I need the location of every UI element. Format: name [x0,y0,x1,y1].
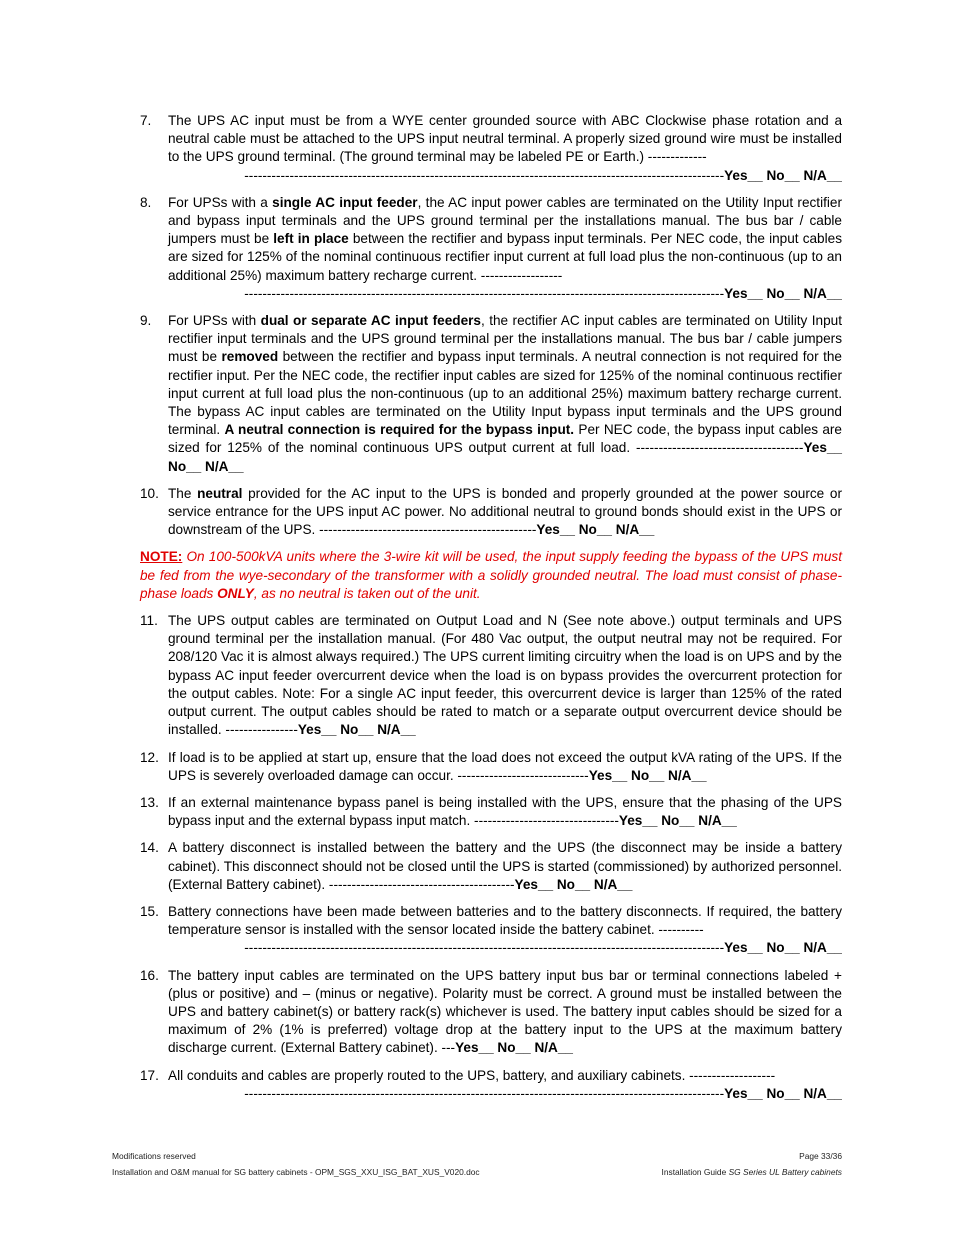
item-body: between the rectifier and bypass input terminals. Per NEC code, the input cables are sized for 125% of the nominal continuous rectifier input current at full load plus the non-continuous (up to an additional 25%) maximum battery recharge current. ------------------ [168,231,842,283]
footer-page-number: Page 33/36 [799,1151,842,1161]
item-text [168,312,842,476]
dash-leader: ---------------------------------------------------------------------------------------------------------- [244,1085,725,1101]
checklist-item-12 [140,749,842,785]
yes-no-na: Yes__ No__ N/A__ [724,285,842,301]
item-text [168,1067,842,1103]
yes-no-na: Yes__ No__ N/A__ [724,1085,842,1101]
yes-no-na: Yes__ No__ N/A__ [724,940,842,956]
item-text [168,485,842,540]
item-body: , the AC input power cables are terminated on the Utility Input rectifier and bypass input terminals and the UPS ground terminal per the installations manual. The bus bar / cable jumpers must be [168,194,842,247]
item-body: If load is to be applied at start up, ensure that the load does not exceed the output kVA rating of the UPS. If the UPS is severely overloaded damage can occur. ----------------------------- [168,749,842,783]
item-number: 15. [140,903,159,919]
yes-no-na: Yes__ No__ N/A__ [618,813,737,829]
footer-document-name: Installation and O&M manual for SG battery cabinets - OPM_SGS_XXU_ISG_BAT_XUS_V020.doc [112,1167,480,1177]
checklist-item-8 [140,194,842,303]
footer-guide-label: Installation Guide [661,1167,729,1177]
item-body: If an external maintenance bypass panel is being installed with the UPS, ensure that the phasing of the UPS bypass input and the external bypass input match. -------------------------------- [168,794,842,829]
item-emphasis: neutral [197,485,243,501]
dash-leader: ---------------------------------------------------------------------------------------------------------- [244,940,725,956]
yes-no-na: Yes__ No__ N/A__ [724,167,842,183]
checklist [140,112,842,1112]
item-text [168,749,842,785]
answer-line [168,285,842,303]
yes-no-na: Yes__ No__ N/A__ [168,440,842,474]
checklist-item-7 [140,112,842,185]
dash-leader: ---------------------------------------------------------------------------------------------------------- [244,285,725,301]
footer-series-name: SG Series UL Battery cabinets [728,1167,842,1177]
item-text [168,794,842,830]
item-number: 13. [140,794,159,810]
yes-no-na: Yes__ No__ N/A__ [297,722,416,738]
item-body: The UPS output cables are terminated on Output Load and N (See note above.) output terminals and UPS ground terminal per the installation manual. (For 480 Vac output, the output neutral may not be required. For 208/120 Vac it is almost always required.) The UPS current limiting circuitry when the load is on UPS and by the bypass AC input feeder overcurrent device when the load is on bypass provides the overcurrent protection for the output cables. Note: For a single AC input feeder, this overcurrent device is larger than 125% of the rated output current. The output cables should be rated to match or a separate output overcurrent device should be installed. ---------------- [168,613,842,738]
item-body: The battery input cables are terminated on the UPS battery input bus bar or terminal connections labeled + (plus or positive) and – (minus or negative). Polarity must be correct. A ground must be installed between the UPS and battery cabinet(s) or battery rack(s) whichever is used. The battery input cables should be sized for a maximum of 2% (1% is preferred) voltage drop at the battery input to the UPS at the maximum battery discharge current. (External Battery cabinet). --- [168,967,842,1056]
answer-line [168,939,842,957]
note-text: On 100-500kVA units where the 3-wire kit will be used, the input supply feeding the bypass of the UPS must be fed from the wye-secondary of the transformer with a solidly grounded neutral. The load must consist of phase-phase loads [140,549,842,601]
checklist-item-16 [140,967,842,1058]
item-body: For UPSs with [168,313,261,329]
dash-leader: ---------------------------------------------------------------------------------------------------------- [244,167,725,183]
item-text [168,612,842,739]
item-body: provided for the AC input to the UPS is bonded and properly grounded at the power source or service entrance for the UPS input AC power. No additional neutral to ground bonds should exist in the UPS or downstream of the UPS. ------------------------------------------------ [168,485,842,538]
answer-line [168,167,842,185]
item-emphasis: dual or separate AC input feeders [260,313,481,329]
item-body: The [168,485,198,501]
item-number: 14. [140,840,159,856]
item-body: Per NEC code, the bypass input cables are sized for 125% of the nominal continuous UPS output current at full load. ------------------------------------- [168,422,842,456]
checklist-item-13 [140,794,842,830]
item-body: A battery disconnect is installed between the battery and the UPS (the disconnect may be inside a battery cabinet). This disconnect should not be closed until the UPS is started (commissioned) by authorized personnel. (External Battery cabinet). ----------------------------------------- [168,840,842,892]
item-body: The UPS AC input must be from a WYE center grounded source with ABC Clockwise phase rotation and a neutral cable must be attached to the UPS input neutral terminal. A properly sized ground wire must be installed to the UPS ground terminal. (The ground terminal may be labeled PE or Earth.) ------------- [168,113,842,165]
item-body: between the rectifier and bypass input terminals. A neutral connection is not required for the rectifier input. Per the NEC code, the rectifier input cables are sized for 125% of the nominal continuous rectifier input current at full load plus the non-continuous (up to an additional 25%) maximum battery recharge current. The bypass AC input cables are terminated on the Utility Input bypass input terminals and the UPS ground terminal. [168,349,842,438]
item-text [168,112,842,185]
item-number: 16. [140,967,159,983]
item-emphasis: single AC input feeder [272,194,418,210]
footer-modifications: Modifications reserved [112,1151,196,1161]
item-number: 8. [140,194,152,210]
checklist-item-9 [140,312,842,476]
item-text [168,967,842,1058]
yes-no-na: Yes__ No__ N/A__ [514,876,633,892]
item-text [168,194,842,303]
checklist-item-14 [140,839,842,894]
item-number: 10. [140,485,159,501]
footer-guide-title [662,1167,842,1177]
item-text [168,903,842,958]
checklist-item-17 [140,1067,842,1103]
answer-line [168,1085,842,1103]
item-emphasis: removed [221,349,279,365]
item-body: All conduits and cables are properly routed to the UPS, battery, and auxiliary cabinets. ------------------- [168,1067,776,1083]
checklist-item-15 [140,903,842,958]
item-body: , the rectifier AC input cables are terminated on Utility Input rectifier input terminals and the UPS ground terminal per the installations manual. The bus bar / cable jumpers must be [168,313,842,365]
item-number: 17. [140,1067,159,1083]
item-emphasis: A neutral connection is required for the bypass input. [224,422,575,438]
note-text: , as no neutral is taken out of the unit. [253,585,481,601]
item-number: 9. [140,313,152,329]
item-number: 11. [140,613,158,629]
note-label: NOTE: [140,549,183,565]
checklist-item-11 [140,612,842,739]
item-number: 7. [140,113,152,128]
note-paragraph [140,548,842,603]
item-body: Battery connections have been made between batteries and to the battery disconnects. If required, the battery temperature sensor is installed with the sensor located inside the battery cabinet. ---------- [168,903,842,938]
yes-no-na: Yes__ No__ N/A__ [536,522,655,538]
item-number: 12. [140,749,159,765]
item-emphasis: left in place [273,231,349,247]
item-body: For UPSs with a [168,194,273,210]
checklist-item-10 [140,485,842,540]
yes-no-na: Yes__ No__ N/A__ [588,767,707,783]
note-emphasis: ONLY [217,585,254,601]
yes-no-na: Yes__ No__ N/A__ [455,1040,573,1056]
item-text [168,839,842,894]
